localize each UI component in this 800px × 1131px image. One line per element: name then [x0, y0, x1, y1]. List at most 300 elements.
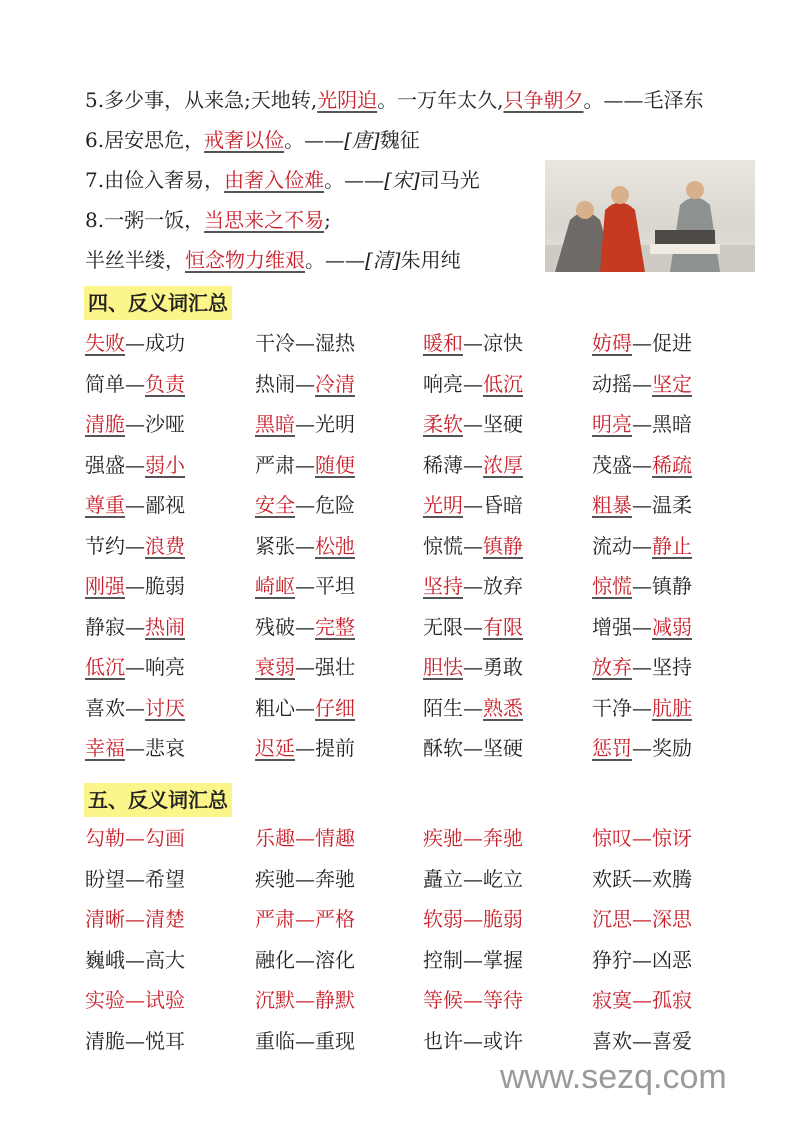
word-pair — [423, 571, 523, 601]
word: 情趣 — [315, 826, 355, 850]
word: 坚硬 — [483, 412, 523, 436]
word: 增强 — [592, 614, 632, 639]
word: 也许 — [423, 1028, 463, 1053]
dash: — — [295, 331, 315, 355]
word: 惊叹 — [592, 826, 632, 850]
dash: — — [295, 655, 315, 679]
quote-text: [唐] — [344, 128, 380, 152]
dash: — — [295, 371, 315, 396]
word: 妨碍 — [592, 331, 632, 355]
dash: — — [125, 533, 145, 558]
word: 讨厌 — [145, 695, 185, 720]
word: 盼望 — [85, 866, 125, 891]
word-pair — [255, 945, 355, 975]
dash: — — [632, 947, 652, 972]
dash: — — [463, 412, 483, 436]
word: 平坦 — [315, 574, 355, 598]
word-pair — [423, 652, 523, 682]
dash: — — [463, 533, 483, 558]
dash: — — [295, 493, 315, 517]
word: 实验 — [85, 988, 125, 1012]
word: 疾驰 — [423, 826, 463, 850]
dash: — — [632, 988, 652, 1012]
word: 弱小 — [145, 452, 185, 477]
word: 脆弱 — [483, 907, 523, 931]
word: 干冷 — [255, 331, 295, 355]
word-pair — [85, 369, 185, 399]
dash: — — [463, 331, 483, 355]
word: 惩罚 — [592, 736, 632, 760]
word-pair — [423, 369, 523, 399]
word-pair — [255, 733, 355, 763]
word: 溶化 — [315, 947, 355, 972]
section4-heading: 四、反义词汇总 — [84, 286, 232, 320]
word: 勇敢 — [483, 655, 523, 679]
word: 强壮 — [315, 655, 355, 679]
word: 昏暗 — [483, 493, 523, 517]
word-pair — [255, 823, 355, 853]
word: 有限 — [483, 614, 523, 639]
quote-text: 半丝半缕， — [85, 248, 185, 272]
word: 松弛 — [315, 533, 355, 558]
word-pair — [255, 571, 355, 601]
word-pair — [423, 409, 523, 439]
dash: — — [632, 826, 652, 850]
word: 稀疏 — [652, 452, 692, 477]
quote-text: 5.多少事，从来急;天地转, — [85, 88, 318, 112]
word: 残破 — [255, 614, 295, 639]
word: 响亮 — [145, 655, 185, 679]
dash: — — [463, 1028, 483, 1053]
word-pair — [592, 531, 692, 561]
dash: — — [632, 736, 652, 760]
word-pair — [85, 409, 185, 439]
word: 惊讶 — [652, 826, 692, 850]
highlighted-phrase: 由奢入俭难 — [224, 168, 325, 192]
dash: — — [463, 614, 483, 639]
word: 动摇 — [592, 371, 632, 396]
word-pair — [423, 945, 523, 975]
word: 软弱 — [423, 907, 463, 931]
dash: — — [125, 988, 145, 1012]
word-pair — [85, 450, 185, 480]
word: 重临 — [255, 1028, 295, 1053]
word-pair — [85, 945, 185, 975]
quote-text: 。——毛泽东 — [583, 88, 704, 112]
word-pair — [592, 985, 692, 1015]
word: 粗暴 — [592, 493, 632, 517]
word: 疾驰 — [255, 866, 295, 891]
word: 沙哑 — [145, 412, 185, 436]
word: 失败 — [85, 331, 125, 355]
word: 低沉 — [483, 371, 523, 396]
word-pair — [255, 864, 355, 894]
word: 热闹 — [255, 371, 295, 396]
word: 静寂 — [85, 614, 125, 639]
word: 促进 — [652, 331, 692, 355]
word: 崎岖 — [255, 574, 295, 598]
dash: — — [463, 988, 483, 1012]
word: 危险 — [315, 493, 355, 517]
word-pair — [423, 1026, 523, 1056]
word: 奖励 — [652, 736, 692, 760]
dash: — — [463, 826, 483, 850]
quote-text: 。—— — [284, 128, 345, 152]
quote-text: ; — [324, 208, 331, 232]
word: 提前 — [315, 736, 355, 760]
word: 胆怯 — [423, 655, 463, 679]
word: 强盛 — [85, 452, 125, 477]
word: 粗心 — [255, 695, 295, 720]
quote-text: 朱用纯 — [400, 248, 461, 272]
dash: — — [295, 947, 315, 972]
dash: — — [125, 826, 145, 850]
quote-line — [85, 205, 331, 235]
word: 光明 — [315, 412, 355, 436]
word: 沉默 — [255, 988, 295, 1012]
word: 暖和 — [423, 331, 463, 355]
dash: — — [295, 574, 315, 598]
word: 寂寞 — [592, 988, 632, 1012]
word: 完整 — [315, 614, 355, 639]
dash: — — [125, 331, 145, 355]
dash: — — [632, 655, 652, 679]
word-pair — [85, 652, 185, 682]
dash: — — [463, 866, 483, 891]
word-pair — [592, 1026, 692, 1056]
dash: — — [632, 695, 652, 720]
word: 喜爱 — [652, 1028, 692, 1053]
dash: — — [632, 614, 652, 639]
word: 镇静 — [483, 533, 523, 558]
word: 浪费 — [145, 533, 185, 558]
word: 坚硬 — [483, 736, 523, 760]
word-pair — [592, 945, 692, 975]
quote-text: [清] — [365, 248, 401, 272]
word: 冷清 — [315, 371, 355, 396]
word: 稀薄 — [423, 452, 463, 477]
word: 严肃 — [255, 452, 295, 477]
word: 安全 — [255, 493, 295, 517]
word-pair — [592, 612, 692, 642]
word: 低沉 — [85, 655, 125, 679]
dash: — — [463, 655, 483, 679]
word: 幸福 — [85, 736, 125, 760]
dash: — — [125, 655, 145, 679]
word-pair — [255, 904, 355, 934]
word: 坚持 — [423, 574, 463, 598]
word-pair — [85, 1026, 185, 1056]
dash: — — [125, 736, 145, 760]
word: 熟悉 — [483, 695, 523, 720]
word-pair — [423, 490, 523, 520]
dash: — — [632, 331, 652, 355]
word-pair — [592, 490, 692, 520]
word: 负责 — [145, 371, 185, 396]
watermark: www.sezq.com — [500, 1058, 727, 1096]
word: 惊慌 — [592, 574, 632, 598]
word: 坚定 — [652, 371, 692, 396]
word-pair — [85, 531, 185, 561]
dash: — — [125, 614, 145, 639]
word: 喜欢 — [592, 1028, 632, 1053]
word-pair — [423, 823, 523, 853]
word: 巍峨 — [85, 947, 125, 972]
word: 屹立 — [483, 866, 523, 891]
word-pair — [423, 985, 523, 1015]
word: 简单 — [85, 371, 125, 396]
quote-text: 6.居安思危， — [85, 128, 205, 152]
dash: — — [632, 493, 652, 517]
dash: — — [295, 907, 315, 931]
word-pair — [423, 693, 523, 723]
word-pair — [255, 985, 355, 1015]
word: 热闹 — [145, 614, 185, 639]
dash: — — [632, 371, 652, 396]
word: 干净 — [592, 695, 632, 720]
word-pair — [85, 571, 185, 601]
word: 放弃 — [592, 655, 632, 679]
word: 镇静 — [652, 574, 692, 598]
word-pair — [85, 612, 185, 642]
word-pair — [592, 571, 692, 601]
word: 随便 — [315, 452, 355, 477]
word: 放弃 — [483, 574, 523, 598]
word: 融化 — [255, 947, 295, 972]
word-pair — [592, 823, 692, 853]
dash: — — [632, 574, 652, 598]
word: 静默 — [315, 988, 355, 1012]
word: 光明 — [423, 493, 463, 517]
dash: — — [295, 988, 315, 1012]
word: 希望 — [145, 866, 185, 891]
word: 无限 — [423, 614, 463, 639]
dash: — — [125, 947, 145, 972]
word: 陌生 — [423, 695, 463, 720]
quote-text: 魏征 — [379, 128, 420, 152]
dash: — — [463, 736, 483, 760]
dash: — — [125, 1028, 145, 1053]
word-pair — [592, 693, 692, 723]
word-pair — [592, 652, 692, 682]
word: 静止 — [652, 533, 692, 558]
quote-text: 司马光 — [419, 168, 480, 192]
word-pair — [85, 985, 185, 1015]
word: 响亮 — [423, 371, 463, 396]
word: 明亮 — [592, 412, 632, 436]
word-pair — [255, 652, 355, 682]
word: 等候 — [423, 988, 463, 1012]
word-pair — [592, 904, 692, 934]
word: 酥软 — [423, 736, 463, 760]
dash: — — [463, 907, 483, 931]
word-pair — [255, 369, 355, 399]
dash: — — [463, 452, 483, 477]
word-pair — [85, 490, 185, 520]
highlighted-phrase: 戒奢以俭 — [204, 128, 285, 152]
word: 黑暗 — [255, 412, 295, 436]
word: 奔驰 — [315, 866, 355, 891]
word: 欢跃 — [592, 866, 632, 891]
word-pair — [255, 612, 355, 642]
word: 减弱 — [652, 614, 692, 639]
highlighted-phrase: 光阴迫 — [317, 88, 378, 112]
word: 迟延 — [255, 736, 295, 760]
word: 悦耳 — [145, 1028, 185, 1053]
word-pair — [592, 450, 692, 480]
word: 清晰 — [85, 907, 125, 931]
word-pair — [255, 490, 355, 520]
word: 茂盛 — [592, 452, 632, 477]
word-pair — [423, 733, 523, 763]
word: 等待 — [483, 988, 523, 1012]
dash: — — [295, 614, 315, 639]
dash: — — [632, 1028, 652, 1053]
word: 节约 — [85, 533, 125, 558]
word: 温柔 — [652, 493, 692, 517]
word: 深思 — [652, 907, 692, 931]
word-pair — [592, 733, 692, 763]
word-pair — [85, 823, 185, 853]
word: 衰弱 — [255, 655, 295, 679]
word: 鄙视 — [145, 493, 185, 517]
quote-line — [85, 245, 461, 275]
word-pair — [255, 328, 355, 358]
dash: — — [295, 533, 315, 558]
word-pair — [85, 904, 185, 934]
word-pair — [85, 733, 185, 763]
quote-text: 。—— — [305, 248, 365, 272]
word: 重现 — [315, 1028, 355, 1053]
word: 坚持 — [652, 655, 692, 679]
word: 勾画 — [145, 826, 185, 850]
word: 脆弱 — [145, 574, 185, 598]
dash: — — [125, 866, 145, 891]
word-pair — [423, 531, 523, 561]
word: 流动 — [592, 533, 632, 558]
word: 控制 — [423, 947, 463, 972]
word-pair — [592, 409, 692, 439]
word-pair — [85, 693, 185, 723]
dash: — — [125, 695, 145, 720]
ancient-figures-painting — [545, 160, 755, 272]
dash: — — [463, 947, 483, 972]
word-pair — [423, 612, 523, 642]
word: 刚强 — [85, 574, 125, 598]
word-pair — [85, 328, 185, 358]
word: 矗立 — [423, 866, 463, 891]
word-pair — [255, 450, 355, 480]
word: 狰狞 — [592, 947, 632, 972]
dash: — — [125, 574, 145, 598]
dash: — — [295, 826, 315, 850]
word: 凉快 — [483, 331, 523, 355]
word-pair — [423, 864, 523, 894]
word: 掌握 — [483, 947, 523, 972]
dash: — — [632, 866, 652, 891]
dash: — — [463, 695, 483, 720]
highlighted-phrase: 只争朝夕 — [503, 88, 584, 112]
word: 高大 — [145, 947, 185, 972]
quote-line — [85, 85, 704, 115]
word-pair — [85, 864, 185, 894]
word: 凶恶 — [652, 947, 692, 972]
word: 紧张 — [255, 533, 295, 558]
word: 尊重 — [85, 493, 125, 517]
word: 喜欢 — [85, 695, 125, 720]
word-pair — [423, 328, 523, 358]
dash: — — [125, 412, 145, 436]
quote-text: 。一万年太久, — [377, 88, 504, 112]
dash: — — [632, 452, 652, 477]
word-pair — [255, 531, 355, 561]
dash: — — [295, 452, 315, 477]
dash: — — [125, 452, 145, 477]
dash: — — [295, 695, 315, 720]
highlighted-phrase: 当思来之不易 — [204, 208, 325, 232]
word: 欢腾 — [652, 866, 692, 891]
word-pair — [592, 864, 692, 894]
dash: — — [125, 907, 145, 931]
word: 悲哀 — [145, 736, 185, 760]
dash: — — [632, 412, 652, 436]
word: 严格 — [315, 907, 355, 931]
dash: — — [295, 736, 315, 760]
word-pair — [255, 693, 355, 723]
word: 或许 — [483, 1028, 523, 1053]
word: 孤寂 — [652, 988, 692, 1012]
word: 清楚 — [145, 907, 185, 931]
section5-heading: 五、反义词汇总 — [84, 783, 232, 817]
dash: — — [463, 371, 483, 396]
word-pair — [255, 409, 355, 439]
word: 勾勒 — [85, 826, 125, 850]
word-pair — [423, 450, 523, 480]
word-pair — [592, 328, 692, 358]
dash: — — [632, 907, 652, 931]
quote-text: 7.由俭入奢易， — [85, 168, 225, 192]
word-pair — [423, 904, 523, 934]
word: 清脆 — [85, 1028, 125, 1053]
quote-text: 。—— — [324, 168, 385, 192]
quote-text: [宋] — [384, 168, 420, 192]
word: 湿热 — [315, 331, 355, 355]
word: 清脆 — [85, 412, 125, 436]
word: 黑暗 — [652, 412, 692, 436]
word: 浓厚 — [483, 452, 523, 477]
highlighted-phrase: 恒念物力维艰 — [185, 248, 305, 272]
quote-line — [85, 125, 420, 155]
dash: — — [463, 493, 483, 517]
dash: — — [463, 574, 483, 598]
word-pair — [592, 369, 692, 399]
word: 严肃 — [255, 907, 295, 931]
word: 乐趣 — [255, 826, 295, 850]
word: 沉思 — [592, 907, 632, 931]
dash: — — [632, 533, 652, 558]
word-pair — [255, 1026, 355, 1056]
dash: — — [295, 412, 315, 436]
quote-text: 8.一粥一饭， — [85, 208, 205, 232]
dash: — — [125, 493, 145, 517]
word: 试验 — [145, 988, 185, 1012]
dash: — — [295, 866, 315, 891]
quote-line — [85, 165, 480, 195]
dash: — — [125, 371, 145, 396]
word: 肮脏 — [652, 695, 692, 720]
word: 仔细 — [315, 695, 355, 720]
word: 成功 — [145, 331, 185, 355]
